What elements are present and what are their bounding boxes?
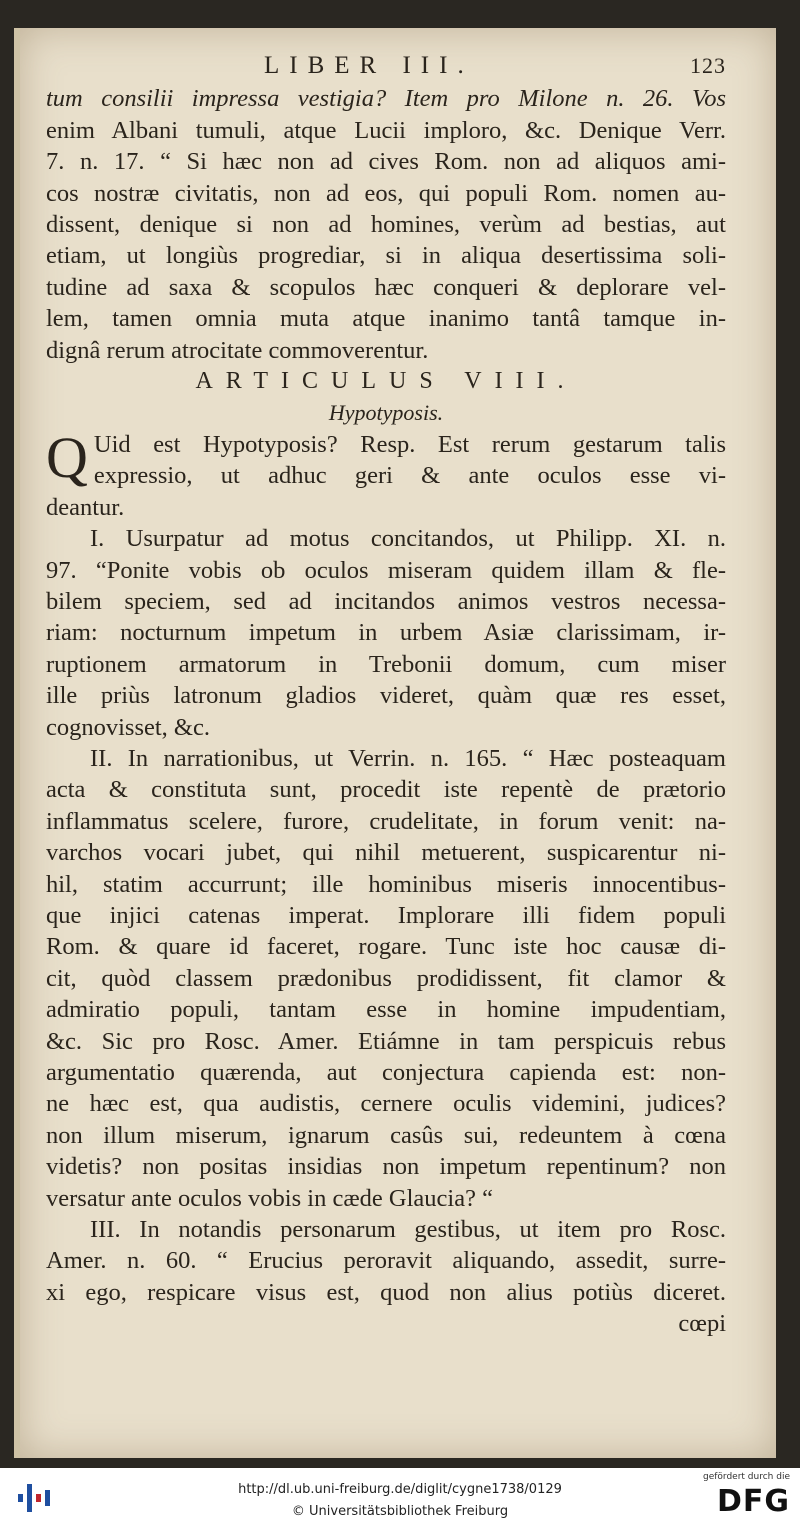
- dfg-logo: DFG: [716, 1484, 790, 1519]
- text-line: 97. “Ponite vobis ob oculos miseram quidem illam & fle-: [46, 556, 726, 584]
- book-page: [14, 28, 776, 1458]
- text-line: etiam, ut longiùs progrediar, si in aliqua desertissima soli-: [46, 242, 726, 270]
- source-url[interactable]: http://dl.ub.uni-freiburg.de/diglit/cygne1738/0129: [238, 1482, 562, 1497]
- text-line: que injici catenas imperat. Implorare illi fidem populi: [46, 901, 726, 929]
- article-heading: ARTICULUS VIII.: [195, 368, 577, 395]
- running-header: [46, 50, 726, 81]
- text-line: I. Usurpatur ad motus concitandos, ut Philipp. XI. n.: [90, 525, 726, 553]
- text-line: cit, quòd classem prædonibus prodidissent, fit clamor &: [46, 964, 726, 992]
- paragraph-1: [46, 83, 726, 366]
- text-line: videtis? non positas insidias non impetum repentinum? non: [46, 1153, 726, 1181]
- text-line: dignâ rerum atrocitate commoverentur.: [46, 336, 429, 364]
- copyright-notice: © Universitätsbibliothek Freiburg: [291, 1504, 509, 1519]
- text-line: II. In narrationibus, ut Verrin. n. 165. “ Hæc posteaquam: [90, 744, 726, 772]
- paragraph-4: [46, 743, 726, 1214]
- text-line: ne hæc est, qua audistis, cernere oculis videmini, judices?: [46, 1090, 726, 1118]
- catchword: cœpi: [678, 1310, 726, 1338]
- text-line: riam: nocturnum impetum in urbem Asiæ clarissimam, ir-: [46, 619, 726, 647]
- text-line: expressio, ut adhuc geri & ante oculos esse vi-: [93, 462, 726, 490]
- article-subtitle: Hypotyposis.: [328, 400, 444, 426]
- text-line: tudine ad saxa & scopulos hæc conqueri & deplorare vel-: [46, 273, 726, 301]
- text-line: ruptionem armatorum in Trebonii domum, cum miser: [46, 650, 726, 678]
- text-line: enim Albani tumuli, atque Lucii imploro, &c. Denique Verr.: [46, 116, 726, 144]
- text-line: ille priùs latronum gladios videret, quàm quæ res esset,: [46, 682, 726, 710]
- text-line: dissent, denique si non ad homines, verùm ad bestias, aut: [46, 211, 726, 239]
- drop-cap: Q: [46, 424, 88, 490]
- paragraph-3: [46, 523, 726, 743]
- text-line: cognovisset, &c.: [46, 713, 210, 741]
- text-line: cos nostræ civitatis, non ad eos, qui populi Rom. nomen au-: [46, 179, 726, 207]
- text-line: Amer. n. 60. “ Erucius peroravit aliquando, assedit, surre-: [46, 1247, 726, 1275]
- text-line: 7. n. 17. “ Si hæc non ad cives Rom. non ad aliquos ami-: [46, 148, 726, 176]
- page-text: [46, 50, 726, 1340]
- paragraph-5: [46, 1214, 726, 1308]
- page-number: 123: [690, 53, 726, 78]
- running-title: LIBER III.: [264, 52, 474, 79]
- text-line: III. In notandis personarum gestibus, ut item pro Rosc.: [90, 1216, 726, 1244]
- text-line: admiratio populi, tantam esse in homine impudentiam,: [46, 996, 726, 1024]
- text-line: bilem speciem, sed ad incitandos animos vestros necessa-: [46, 587, 726, 615]
- viewer-footer: [0, 1468, 800, 1528]
- text-line: &c. Sic pro Rosc. Amer. Etiámne in tam perspicuis rebus: [46, 1027, 726, 1055]
- text-line: lem, tamen omnia muta atque inanimo tantâ tamque in-: [46, 305, 726, 333]
- paragraph-2: [46, 424, 726, 523]
- text-line: versatur ante oculos vobis in cæde Glaucia? “: [46, 1184, 493, 1212]
- text-line: inflammatus scelere, furore, crudelitate, in forum venit: na-: [46, 807, 726, 835]
- text-line: deantur.: [46, 493, 125, 521]
- text-line: acta & constituta sunt, procedit iste repentè de prætorio: [46, 776, 726, 804]
- funder-caption: gefördert durch die: [703, 1472, 790, 1482]
- text-line: hil, statim accurrunt; ille hominibus miseris innocentibus-: [46, 870, 726, 898]
- text-line: xi ego, respicare visus est, quod non alius potiùs diceret.: [46, 1278, 726, 1306]
- text-line: non illum miserum, ignarum casûs sui, redeuntem à cœna: [46, 1121, 726, 1149]
- text-line: argumentatio quærenda, aut conjectura capienda est: non-: [46, 1059, 726, 1086]
- text-line: Uid est Hypotyposis? Resp. Est rerum gestarum talis: [93, 430, 726, 458]
- text-line: Rom. & quare id faceret, rogare. Tunc iste hoc causæ di-: [46, 933, 726, 961]
- text-line: varchos vocari jubet, qui nihil metuerent, suspicarentur ni-: [46, 839, 726, 867]
- text-line: tum consilii impressa vestigia? Item pro Milone n. 26. Vos: [46, 85, 726, 113]
